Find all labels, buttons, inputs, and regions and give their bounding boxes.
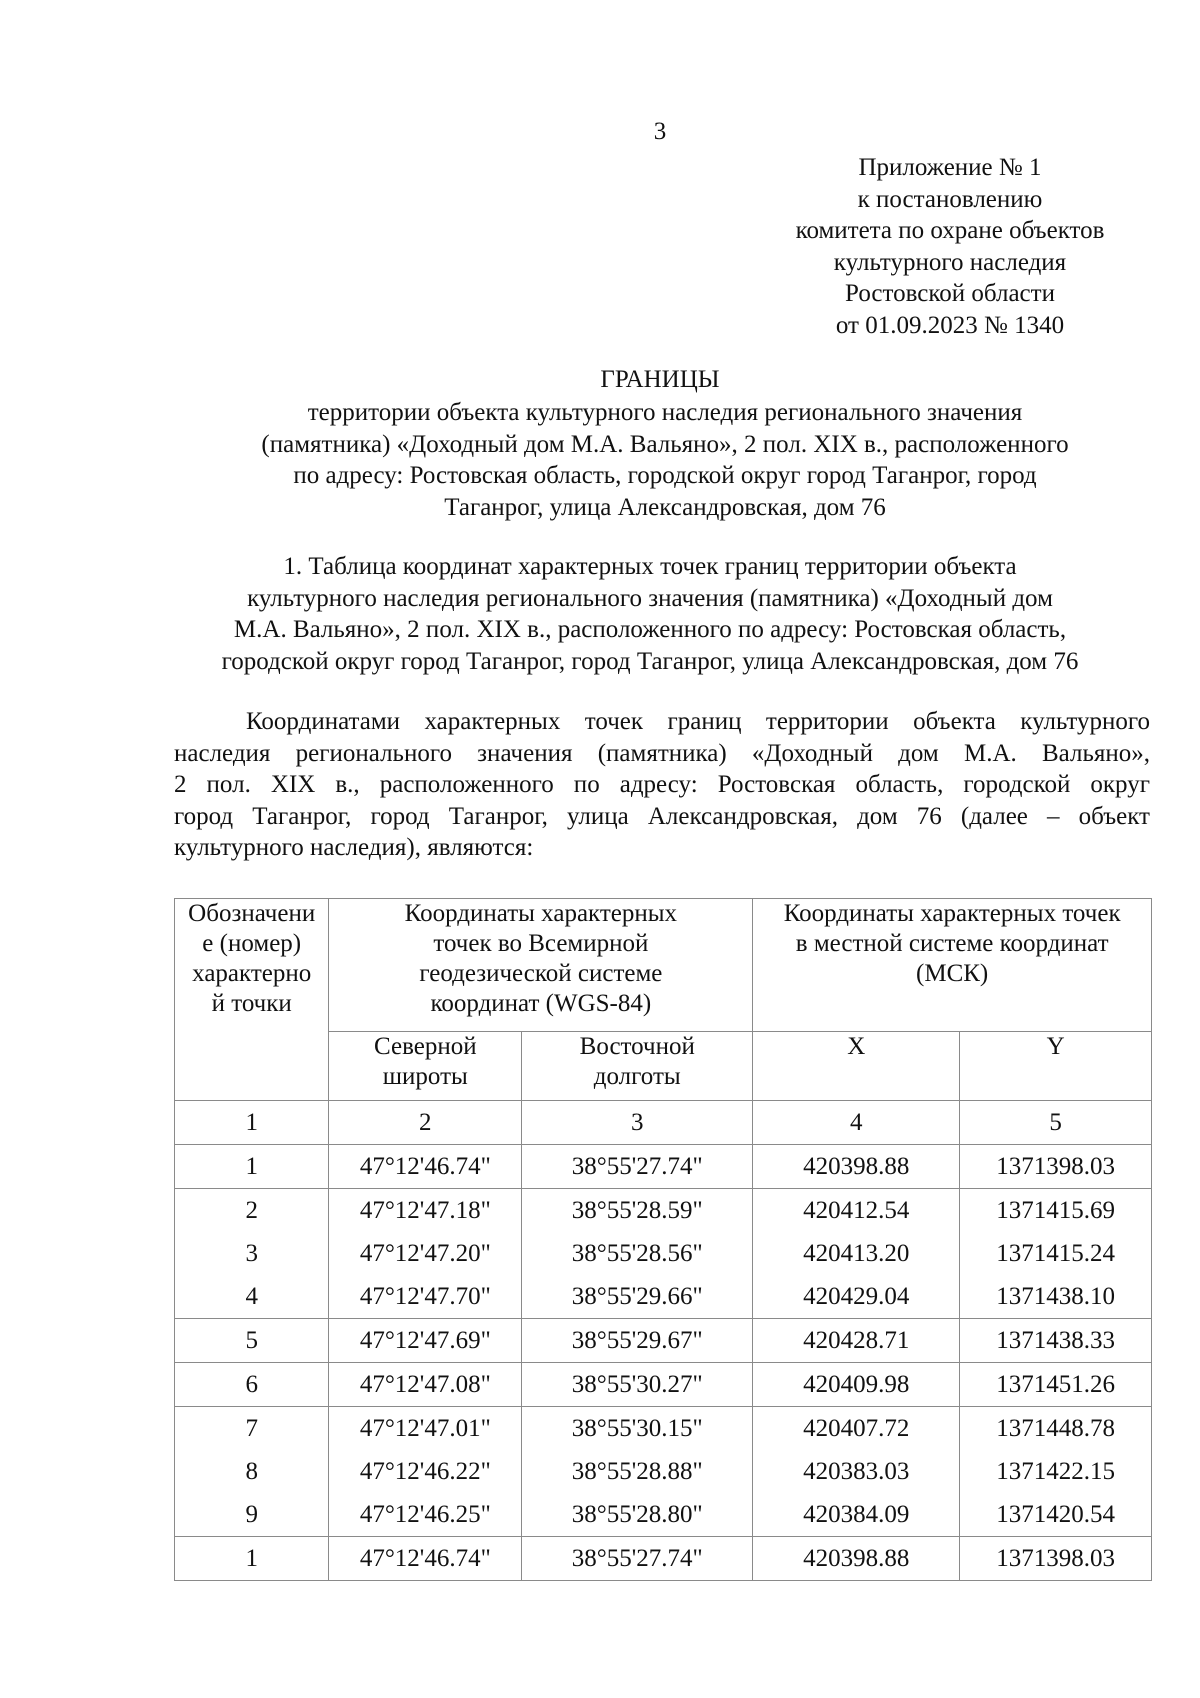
table-row [175, 1537, 1152, 1581]
cell-point: 6 [175, 1363, 329, 1407]
paragraph-line: наследия регионального значения (памятника) «Доходный дом М.А. Вальяно», [174, 739, 1150, 767]
cell-x: 420384.09 [753, 1493, 960, 1537]
cell-y: 1371420.54 [960, 1493, 1152, 1537]
section-line: М.А. Вальяно», 2 пол. XIX в., расположенного по адресу: Ростовская область, [233, 616, 1067, 643]
cell-east: 38°55'27.74" [522, 1145, 753, 1189]
cell-point: 7 [175, 1407, 329, 1451]
cell-x: 420383.03 [753, 1450, 960, 1493]
cell-y: 1371451.26 [960, 1363, 1152, 1407]
header-point-designation [175, 899, 329, 1101]
paragraph-line: 2 пол. XIX в., расположенного по адресу: Ростовская область, городской округ [174, 771, 1150, 798]
cell-x: 420407.72 [753, 1407, 960, 1451]
cell-x: 420409.98 [753, 1363, 960, 1407]
document-title: ГРАНИЦЫ [600, 366, 720, 393]
header-north-latitude [329, 1032, 522, 1101]
header-line: широты [382, 1063, 468, 1090]
table-row [175, 1450, 1152, 1493]
paragraph-line: Координатами характерных точек границ территории объекта культурного [246, 708, 1150, 735]
header-line: долготы [593, 1063, 681, 1090]
column-number: 3 [522, 1101, 753, 1145]
page-number: 3 [653, 118, 667, 145]
header-line: Координаты характерных [404, 900, 678, 927]
section-line: городской округ город Таганрог, город Таганрог, улица Александровская, дом 76 [221, 647, 1079, 675]
cell-point: 8 [175, 1450, 329, 1493]
cell-east: 38°55'29.66" [522, 1275, 753, 1319]
header-msk [753, 899, 1152, 1032]
header-line: Обозначени [188, 900, 316, 927]
cell-north: 47°12'46.74" [329, 1145, 522, 1189]
subtitle-line: территории объекта культурного наследия регионального значения [307, 399, 1023, 426]
header-line: характерно [192, 960, 312, 987]
table-row [175, 1145, 1152, 1189]
cell-north: 47°12'46.22" [329, 1450, 522, 1493]
cell-point: 2 [175, 1189, 329, 1233]
appendix-line: комитета по охране объектов [795, 217, 1105, 244]
header-line: е (номер) [202, 930, 302, 957]
table-row [175, 1363, 1152, 1407]
table-row [175, 1275, 1152, 1319]
section-heading [150, 551, 1150, 677]
cell-east: 38°55'28.59" [522, 1189, 753, 1233]
cell-x: 420428.71 [753, 1319, 960, 1363]
subtitle-line: по адресу: Ростовская область, городской округ город Таганрог, город [293, 462, 1037, 489]
cell-east: 38°55'30.27" [522, 1363, 753, 1407]
document-subtitle [190, 397, 1140, 523]
cell-y: 1371448.78 [960, 1407, 1152, 1451]
cell-east: 38°55'29.67" [522, 1319, 753, 1363]
cell-point: 9 [175, 1493, 329, 1537]
cell-y: 1371398.03 [960, 1145, 1152, 1189]
cell-east: 38°55'28.56" [522, 1232, 753, 1275]
cell-east: 38°55'30.15" [522, 1407, 753, 1451]
cell-x: 420398.88 [753, 1145, 960, 1189]
cell-north: 47°12'47.08" [329, 1363, 522, 1407]
header-line: Координаты характерных точек [783, 900, 1121, 927]
cell-north: 47°12'46.25" [329, 1493, 522, 1537]
cell-x: 420413.20 [753, 1232, 960, 1275]
header-line: точек во Всемирной [433, 930, 649, 957]
cell-north: 47°12'47.69" [329, 1319, 522, 1363]
coordinates-table [174, 898, 1152, 1581]
appendix-line: к постановлению [857, 185, 1043, 213]
table-row [175, 1493, 1152, 1537]
section-line: 1. Таблица координат характерных точек границ территории объекта [283, 553, 1017, 580]
body-paragraph [174, 706, 1150, 864]
cell-y: 1371415.69 [960, 1189, 1152, 1233]
header-x: X [753, 1032, 960, 1101]
table-row [175, 1232, 1152, 1275]
column-number: 1 [175, 1101, 329, 1145]
header-y: Y [960, 1032, 1152, 1101]
column-number: 4 [753, 1101, 960, 1145]
table-row [175, 1319, 1152, 1363]
table-row [175, 1407, 1152, 1451]
table-row [175, 1189, 1152, 1233]
header-line: координат (WGS-84) [430, 990, 652, 1017]
header-line: й точки [211, 990, 292, 1017]
cell-north: 47°12'47.20" [329, 1232, 522, 1275]
paragraph-line: культурного наследия), являются: [174, 834, 534, 861]
appendix-block [760, 152, 1140, 341]
column-number: 2 [329, 1101, 522, 1145]
cell-north: 47°12'47.18" [329, 1189, 522, 1233]
cell-east: 38°55'28.88" [522, 1450, 753, 1493]
paragraph-line: город Таганрог, город Таганрог, улица Александровская, дом 76 (далее – объект [174, 802, 1150, 830]
header-line: геодезической системе [419, 960, 663, 987]
header-line: Северной [374, 1033, 477, 1060]
cell-y: 1371438.10 [960, 1275, 1152, 1319]
header-east-longitude [522, 1032, 753, 1101]
cell-north: 47°12'47.01" [329, 1407, 522, 1451]
cell-point: 4 [175, 1275, 329, 1319]
cell-east: 38°55'27.74" [522, 1537, 753, 1581]
cell-y: 1371438.33 [960, 1319, 1152, 1363]
header-line: (МСК) [916, 960, 989, 987]
subtitle-line: Таганрог, улица Александровская, дом 76 [444, 493, 886, 521]
cell-north: 47°12'46.74" [329, 1537, 522, 1581]
cell-y: 1371415.24 [960, 1232, 1152, 1275]
column-number: 5 [960, 1101, 1152, 1145]
cell-point: 1 [175, 1145, 329, 1189]
cell-north: 47°12'47.70" [329, 1275, 522, 1319]
cell-point: 3 [175, 1232, 329, 1275]
cell-y: 1371398.03 [960, 1537, 1152, 1581]
cell-point: 5 [175, 1319, 329, 1363]
cell-y: 1371422.15 [960, 1450, 1152, 1493]
appendix-line: от 01.09.2023 № 1340 [835, 311, 1065, 339]
appendix-line: Приложение № 1 [858, 154, 1042, 181]
cell-x: 420429.04 [753, 1275, 960, 1319]
header-line: Восточной [579, 1033, 695, 1060]
cell-point: 1 [175, 1537, 329, 1581]
appendix-line: Ростовской области [845, 280, 1055, 307]
cell-east: 38°55'28.80" [522, 1493, 753, 1537]
cell-x: 420412.54 [753, 1189, 960, 1233]
section-line: культурного наследия регионального значения (памятника) «Доходный дом [247, 584, 1053, 612]
header-line: в местной системе координат [795, 930, 1109, 957]
cell-x: 420398.88 [753, 1537, 960, 1581]
header-wgs84 [329, 899, 753, 1032]
subtitle-line: (памятника) «Доходный дом М.А. Вальяно», 2 пол. XIX в., расположенного [261, 430, 1069, 458]
appendix-line: культурного наследия [833, 248, 1067, 276]
